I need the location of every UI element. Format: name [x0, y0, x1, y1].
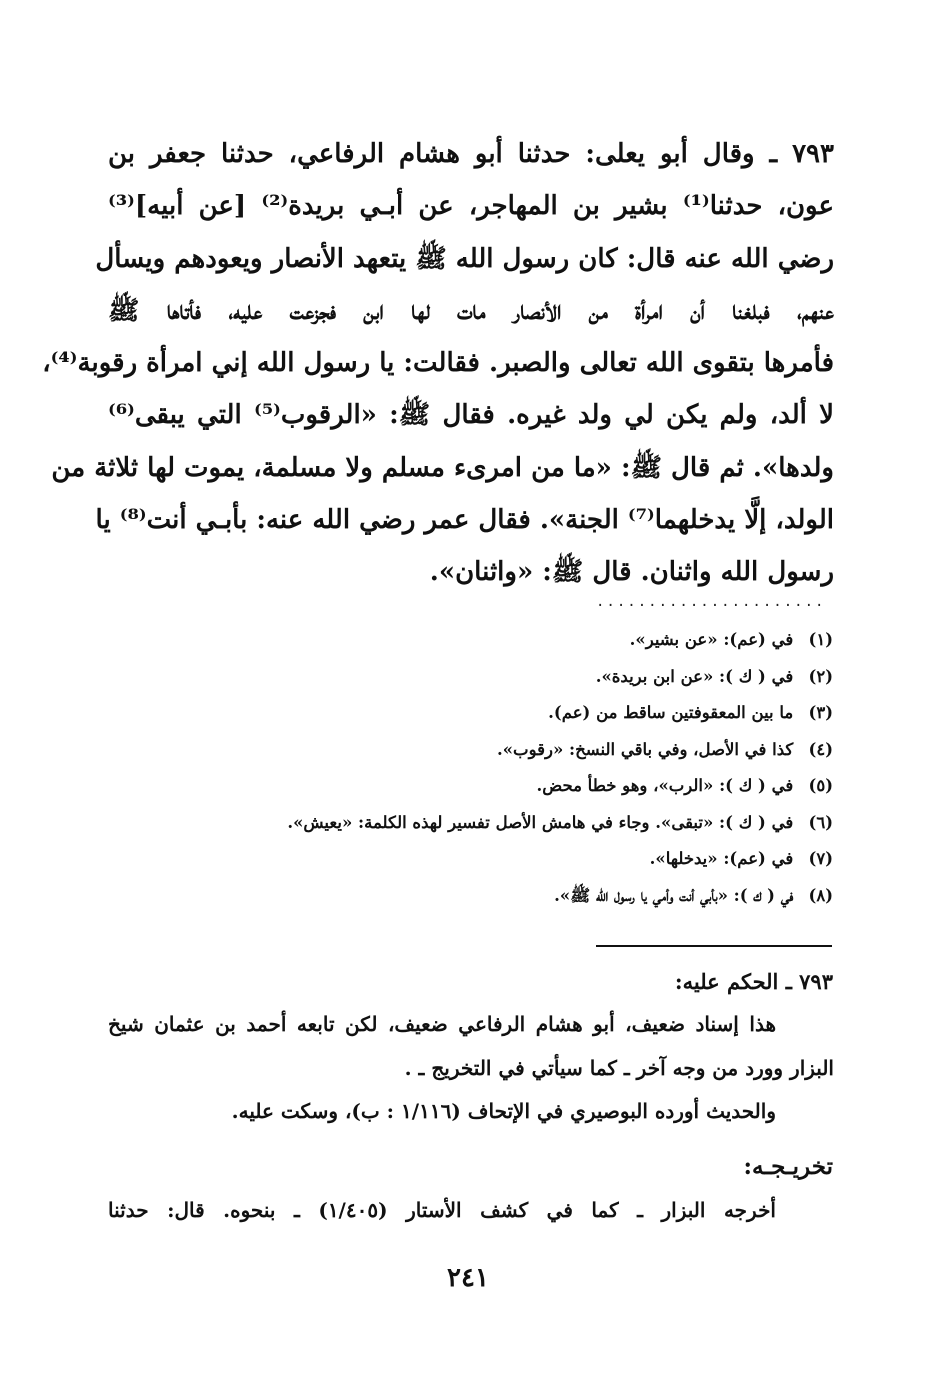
- hadith-line: عنهم، فبلغنا أن امرأة من الأنصار مات لها ابن فجزعت عليه، فأتاها ﷺ: [108, 295, 834, 326]
- takhrij-text: [108, 1188, 776, 1232]
- takhrij-heading: تخريـجـه:: [743, 1153, 833, 1180]
- footnote-number: (٨): [808, 885, 833, 905]
- footnotes-list: [93, 622, 833, 914]
- ruling-line: والحديث أورده البوصيري في الإتحاف (١/١١٦ : ب)، وسكت عليه.: [231, 1099, 776, 1123]
- hadith-line: الولد، إلَّا يدخلهما⁽⁷⁾ الجنة». فقال عمر رضي الله عنه: بأبـي أنت⁽⁸⁾ يا: [95, 505, 834, 536]
- ruling-line: هذا إسناد ضعيف، أبو هشام الرفاعي ضعيف، لكن تابعه أحمد بن عثمان شيخ: [108, 1012, 776, 1036]
- hadith-line: ٧٩٣ ـ وقال أبو يعلى: حدثنا أبو هشام الرفاعي، حدثنا جعفر بن: [108, 139, 834, 169]
- footnote-text: ما بين المعقوفتين ساقط من (عم).: [548, 703, 794, 722]
- footnote-text: في (عم): «عن بشير».: [629, 630, 794, 649]
- hadith-line: رضي الله عنه قال: كان رسول الله ﷺ يتعهد الأنصار ويعودهم ويسأل: [95, 243, 834, 274]
- footnote: [93, 659, 833, 696]
- hadith-line: رسول الله واثنان. قال ﷺ: «واثنان».: [429, 557, 834, 588]
- section-divider: [596, 945, 832, 947]
- ruling-text: [108, 1003, 834, 1134]
- footnote-number: (٤): [808, 739, 833, 759]
- ruling-line: البزار وورد من وجه آخر ـ كما سيأتي في التخريج ـ .: [404, 1055, 834, 1080]
- page-number: ٢٤١: [447, 1263, 489, 1293]
- footnote-number: (٦): [808, 812, 833, 832]
- footnote-text: في ( ك ): «الرب»، وهو خطأ محض.: [536, 776, 794, 795]
- footnote-text: في ( ك ): «بأبي أنت وأمي يا رسول الله ﷺ».: [554, 885, 794, 905]
- footnote: [93, 622, 833, 659]
- hadith-line: ولدها». ثم قال ﷺ: «ما من امرىء مسلم ولا مسلمة، يموت لها ثلاثة من: [51, 452, 834, 483]
- footnote-text: في ( ك ): «تبقى». وجاء في هامش الأصل تفسير لهذه الكلمة: «يعيش».: [287, 812, 794, 832]
- footnote-number: (٢): [808, 666, 833, 686]
- footnote: [93, 878, 833, 915]
- hadith-text: [42, 128, 835, 599]
- hadith-line: عون، حدثنا⁽¹⁾ بشير بن المهاجر، عن أبـي بريدة⁽²⁾ [عن أبيه]⁽³⁾: [108, 191, 835, 222]
- footnote: [93, 841, 833, 878]
- hadith-line: فأمرها بتقوى الله تعالى والصبر. فقالت: يا رسول الله إني امرأة رقوبة⁽⁴⁾،: [42, 348, 834, 379]
- footnote-number: (٣): [808, 703, 833, 722]
- footnote-separator-dots: ......................: [596, 594, 826, 610]
- takhrij-line: أخرجه البزار ـ كما في كشف الأستار (١/٤٠٥) ـ بنحوه. قال: حدثنا: [108, 1198, 776, 1222]
- footnote-text: في (عم): «يدخلها».: [649, 849, 794, 868]
- footnote-text: في ( ك ): «عن ابن بريدة».: [595, 666, 794, 686]
- footnote-text: كذا في الأصل، وفي باقي النسخ: «رقوب».: [497, 739, 794, 759]
- footnote: [93, 805, 833, 842]
- footnote: [93, 695, 833, 732]
- hadith-line: لا ألد، ولم يكن لي ولد غيره. فقال ﷺ: «الرقوب⁽⁵⁾ التي يبقى⁽⁶⁾: [108, 400, 834, 431]
- footnote-number: (٧): [808, 849, 833, 868]
- footnote-number: (٥): [808, 776, 833, 795]
- ruling-heading: ٧٩٣ ـ الحكم عليه:: [674, 969, 833, 994]
- footnote: [93, 732, 833, 769]
- footnote-number: (١): [808, 630, 833, 649]
- footnote: [93, 768, 833, 805]
